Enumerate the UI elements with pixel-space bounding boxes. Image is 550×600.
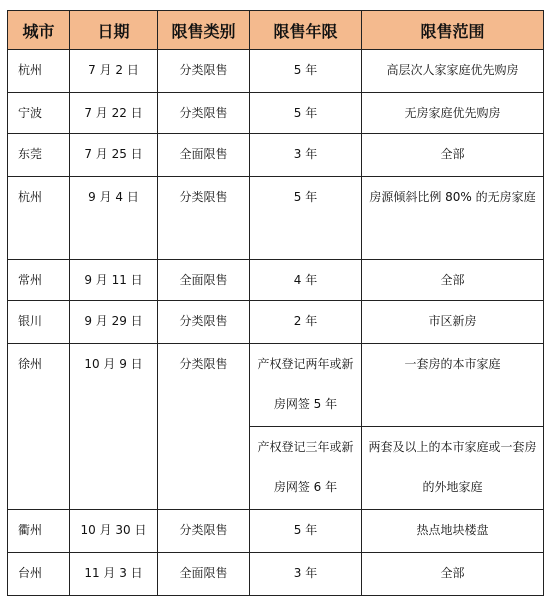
category-cell: 分类限售 — [158, 50, 250, 93]
category-cell: 分类限售 — [158, 510, 250, 553]
date-cell: 11 月 3 日 — [70, 553, 158, 596]
date-cell: 7 月 25 日 — [70, 134, 158, 177]
category-cell: 分类限售 — [158, 177, 250, 260]
table-row — [8, 177, 544, 260]
date-cell: 9 月 29 日 — [70, 301, 158, 344]
scope-cell: 一套房的本市家庭 — [362, 344, 544, 427]
table-row — [8, 510, 544, 553]
table-row — [8, 260, 544, 301]
scope-cell: 两套及以上的本市家庭或一套房的外地家庭 — [362, 427, 544, 510]
table-row — [8, 134, 544, 177]
date-cell: 10 月 9 日 — [70, 344, 158, 510]
category-cell: 分类限售 — [158, 301, 250, 344]
scope-cell: 高层次人家家庭优先购房 — [362, 50, 544, 93]
table-row — [8, 344, 544, 427]
date-cell: 7 月 22 日 — [70, 93, 158, 134]
city-cell: 杭州 — [8, 50, 70, 93]
policy-table — [7, 10, 544, 596]
category-cell: 全面限售 — [158, 260, 250, 301]
header-date: 日期 — [70, 11, 158, 50]
category-cell: 分类限售 — [158, 344, 250, 510]
table-row — [8, 93, 544, 134]
scope-cell: 房源倾斜比例 80% 的无房家庭 — [362, 177, 544, 260]
years-cell: 5 年 — [250, 510, 362, 553]
city-cell: 徐州 — [8, 344, 70, 510]
header-city: 城市 — [8, 11, 70, 50]
years-cell: 5 年 — [250, 93, 362, 134]
category-cell: 全面限售 — [158, 134, 250, 177]
category-cell: 分类限售 — [158, 93, 250, 134]
table-row — [8, 50, 544, 93]
city-cell: 东莞 — [8, 134, 70, 177]
scope-cell: 热点地块楼盘 — [362, 510, 544, 553]
years-cell: 3 年 — [250, 134, 362, 177]
city-cell: 常州 — [8, 260, 70, 301]
date-cell: 9 月 4 日 — [70, 177, 158, 260]
header-scope: 限售范围 — [362, 11, 544, 50]
header-years: 限售年限 — [250, 11, 362, 50]
scope-cell: 全部 — [362, 134, 544, 177]
city-cell: 宁波 — [8, 93, 70, 134]
category-cell: 全面限售 — [158, 553, 250, 596]
city-cell: 杭州 — [8, 177, 70, 260]
years-cell: 3 年 — [250, 553, 362, 596]
scope-cell: 市区新房 — [362, 301, 544, 344]
date-cell: 10 月 30 日 — [70, 510, 158, 553]
city-cell: 衢州 — [8, 510, 70, 553]
city-cell: 台州 — [8, 553, 70, 596]
years-cell: 5 年 — [250, 177, 362, 260]
date-cell: 9 月 11 日 — [70, 260, 158, 301]
header-category: 限售类别 — [158, 11, 250, 50]
table-row — [8, 301, 544, 344]
years-cell: 5 年 — [250, 50, 362, 93]
years-cell: 产权登记三年或新房网签 6 年 — [250, 427, 362, 510]
city-cell: 银川 — [8, 301, 70, 344]
scope-cell: 全部 — [362, 260, 544, 301]
years-cell: 4 年 — [250, 260, 362, 301]
table-row — [8, 553, 544, 596]
scope-cell: 全部 — [362, 553, 544, 596]
scope-cell: 无房家庭优先购房 — [362, 93, 544, 134]
header-row — [8, 11, 544, 50]
date-cell: 7 月 2 日 — [70, 50, 158, 93]
years-cell: 产权登记两年或新房网签 5 年 — [250, 344, 362, 427]
years-cell: 2 年 — [250, 301, 362, 344]
